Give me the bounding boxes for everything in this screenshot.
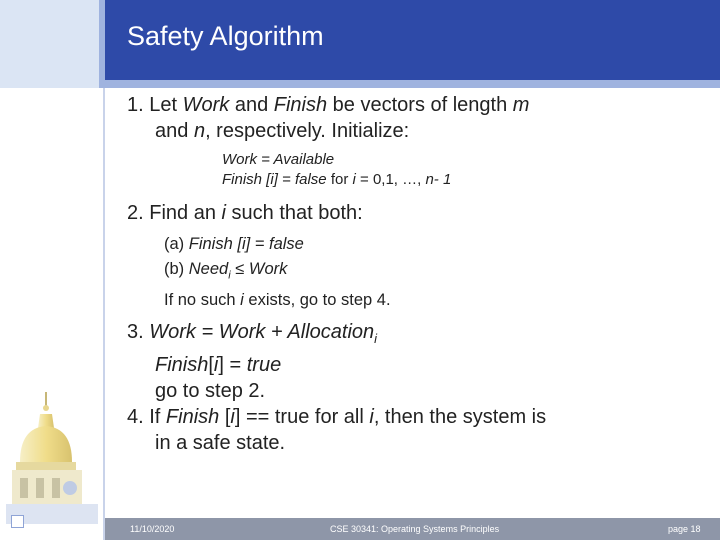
step4-line2: in a safe state. bbox=[155, 432, 286, 455]
step2-condition-a: (a) Finish [i] = false bbox=[164, 235, 304, 253]
step3-line3: go to step 2. bbox=[155, 380, 266, 403]
title-underline bbox=[105, 80, 720, 88]
step3-line2: Finish[i] = true bbox=[155, 354, 282, 377]
step1-init-work: Work = Available bbox=[222, 151, 335, 168]
slide-title: Safety Algorithm bbox=[127, 21, 324, 51]
step2-line: 2. Find an i such that both: bbox=[127, 202, 363, 224]
slide-body bbox=[127, 92, 712, 456]
step1-init-finish: Finish [i] = false for i = 0,1, …, n- 1 bbox=[222, 171, 452, 188]
vertical-divider-line bbox=[103, 88, 105, 540]
footer-date: 11/10/2020 bbox=[130, 524, 175, 534]
title-bar bbox=[105, 0, 720, 80]
footer-course: CSE 30341: Operating Systems Principles bbox=[330, 524, 500, 534]
golden-dome-icon bbox=[6, 392, 98, 524]
step2-no-such: If no such i exists, go to step 4. bbox=[164, 291, 391, 310]
step3-line1: 3. Work = Work + Allocation$_i$ bbox=[127, 321, 378, 347]
step4-line1: 4. If Finish [i] == true for all i, then the system is bbox=[127, 406, 547, 429]
left-top-block bbox=[0, 0, 99, 88]
corner-square bbox=[11, 515, 24, 528]
step1-line1: 1. Let Work and Finish be vectors of length m bbox=[127, 94, 530, 116]
step2-condition-b: (b) Need$_i$ ≤ Work bbox=[164, 260, 288, 282]
footer-page-number: page 18 bbox=[668, 524, 701, 534]
step1-line2: and n, respectively. Initialize: bbox=[155, 120, 410, 142]
left-decoration-column bbox=[0, 0, 105, 540]
footer-bar bbox=[105, 518, 720, 540]
